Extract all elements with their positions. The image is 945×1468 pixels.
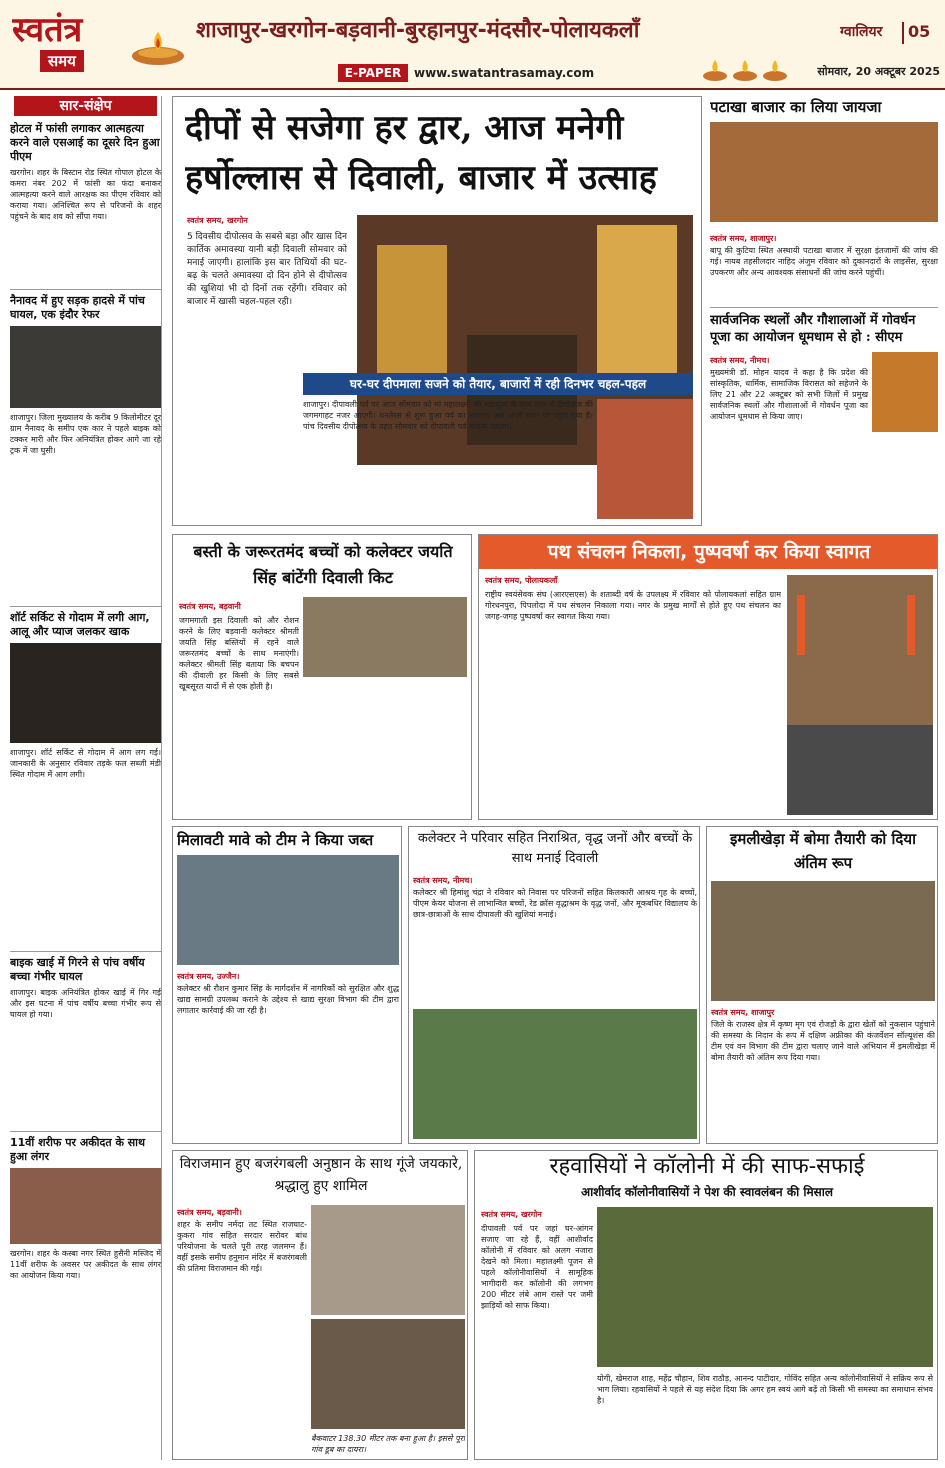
- colony-cleaning-subhead: आशीर्वाद कॉलोनीवासियों ने पेश की स्वावलंबन की मिसाल: [580, 1185, 834, 1199]
- lead-subhead-band: घर-घर दीपमाला सजने को तैयार, बाजारों में रही दिनभर चहल-पहल: [303, 373, 693, 395]
- fire-photo: [10, 643, 161, 743]
- divider: [10, 289, 161, 290]
- lead-byline: स्वतंत्र समय, खरगोन: [187, 216, 248, 225]
- lamps-decoration-icon: [700, 56, 790, 82]
- idol-photo: [311, 1319, 465, 1429]
- lead-headline[interactable]: दीपों से सजेगा हर द्वार, आज मनेगी हर्षोल्लास से दिवाली, बाजार में उत्साह: [185, 108, 657, 198]
- page-number: 05: [902, 22, 934, 44]
- boma-byline: स्वतंत्र समय, शाजापुर: [711, 1008, 775, 1017]
- collector-diwali-photo: [413, 1009, 697, 1139]
- colony-cleaning-text-2: योगी, खेमराज शाह, महेंद्र चौहान, शिव राठौड़, आनन्द पाटीदार, गोविंद सहित अन्य कॉलोनीवासियों ने सक्रिय रूप से भाग लिया। रहवासियों ने पहले से यह संदेश दिया कि अगर हम स्वयं आगे बढ़ें तो किसी भी समस्या का समाधान संभव है।: [597, 1374, 933, 1405]
- govardhan-byline: स्वतंत्र समय, नीमच।: [710, 356, 770, 365]
- colony-cleaning-head[interactable]: रहवासियों ने कॉलोनी में की साफ-सफाई: [549, 1154, 865, 1179]
- collector-diwali-byline: स्वतंत्र समय, नीमच।: [413, 876, 473, 885]
- collector-diwali-head[interactable]: कलेक्टर ने परिवार सहित निराश्रित, वृद्ध जनों और बच्चों के साथ मनाई दिवाली: [417, 831, 693, 866]
- collector-diwali-text: कलेक्टर श्री हिमांशु चंद्रा ने रविवार को निवास पर परिजनों सहित किलकारी आश्रय गृह के बच्चों, पीएम केयर योजना से लाभान्वित बच्चों, रेड क्रॉस वृद्धाश्रम के वृद्ध जनों, और मूकबधिर विद्यालय के छात्र-छात्राओं के साथ दीपावली की खुशियां मनाई।: [413, 888, 697, 919]
- boma-head[interactable]: इमलीखेड़ा में बोमा तैयारी को दिया अंतिम रूप: [730, 830, 916, 872]
- cleaning-photo: [597, 1207, 933, 1367]
- colony-cleaning-byline: स्वतंत्र समय, खरगोन: [481, 1210, 542, 1219]
- govardhan-head[interactable]: सार्वजनिक स्थलों और गौशालाओं में गोवर्धन पूजा का आयोजन धूमधाम से हो : सीएम: [710, 313, 916, 345]
- cracker-market-photo: [710, 122, 938, 222]
- issue-date: सोमवार, 20 अक्टूबर 2025: [817, 65, 940, 78]
- right-top-column: [710, 96, 938, 526]
- sidebar-item-3-head: शॉर्ट सर्किट से गोदाम में लगी आग, आलू और प्याज जलकर खाक: [10, 611, 150, 638]
- collector-kit-text: जगमगाती इस दिवाली को और रोशन करने के लिए बड़वानी कलेक्टर श्रीमती जयति सिंह बस्तियों में रहने वाले जरूरतमंद बच्चों के साथ मनाएंगी। कलेक्टर श्रीमती सिंह बताया कि बचपन की दीवाली हर किसी के लिए सबसे खूबसूरत यादों में से एक होती है।: [179, 616, 299, 691]
- path-sanchalan-story: [478, 534, 938, 820]
- lead-text: 5 दिवसीय दीपोत्सव के सबसे बड़ा और खास दिन कार्तिक अमावस्या यानी बड़ी दिवाली सोमवार को मनाई जाएगी। हालांकि इस बार तिथियों की घट-बढ़ के चलते अमावस्या दो दिन होने से दीपोत्सव की खुशियां भी दो दिनों तक रहेंगी। रविवार को बाजार में खासी चहल-पहल रही।: [187, 232, 347, 307]
- sidebar: [10, 96, 162, 1460]
- rss-march-photo: [787, 575, 933, 815]
- sidebar-item-1-head: होटल में फांसी लगाकर आत्महत्या करने वाले एसआई का दूसरे दिन हुआ पीएम: [10, 122, 160, 163]
- bajrangbali-head[interactable]: विराजमान हुए बजरंगबली अनुष्ठान के साथ गूंजे जयकारे, श्रद्धालु हुए शामिल: [179, 1156, 463, 1194]
- masthead: [0, 0, 945, 90]
- sidebar-item-4-head: बाइक खाई में गिरने से पांच वर्षीय बच्चा गंभीर घायल: [10, 956, 145, 983]
- path-sanchalan-byline: स्वतंत्र समय, पोलायकलाँ: [485, 576, 558, 585]
- boma-photo: [711, 881, 935, 1001]
- govardhan-text: मुख्यमंत्री डॉ. मोहन यादव ने कहा है कि प्रदेश की सांस्कृतिक, धार्मिक, सामाजिक विरासत को सहेजने के लिए 21 और 22 अक्टूबर को सभी जिलों में प्रमुख सार्वजनिक स्थलों और गौशालाओं में गोवर्धन पूजा का आयोजन धूमधाम से किया जाए।: [710, 368, 868, 421]
- collector-kit-head[interactable]: बस्ती के जरूरतमंद बच्चों को कलेक्टर जयति सिंह बांटेंगी दिवाली किट: [193, 542, 453, 587]
- bajrangbali-story: [172, 1150, 468, 1460]
- sidebar-item-4-text: शाजापुर। बाइक अनियंत्रित होकर खाई में गिर गई और इस घटना में पांच वर्षीय बच्चा गंभीर रूप से घायल हो गया।: [10, 988, 161, 1019]
- sidebar-title: सार-संक्षेप: [14, 96, 157, 116]
- colony-cleaning-text: दीपावली पर्व पर जहां घर-आंगन सजाए जा रहे हैं, वहीं आशीर्वाद कॉलोनी में रविवार को अलग नजारा देखने को मिला। महालक्ष्मी पूजन से पहले कॉलोनीवासियों ने सामूहिक भागीदारी कर कॉलोनी की लगभग 200 मीटर लंबे आम रास्ते पर जमी झाड़ियों को साफ किया।: [481, 1224, 593, 1310]
- boma-text: जिले के राजस्व क्षेत्र में कृष्ण मृग एवं रोजड़ों के द्वारा खेतों को नुकसान पहुंचाने की समस्या के निदान के रूप में दक्षिण अफ्रीका की कंजर्वेशन सॉल्यूशंस की टीम एवं वन विभाग की टीम द्वारा चलाए जाने वाले अभियान में इमलीखेड़ा में बोमा तैयारी को अंतिम रूप दिया गया।: [711, 1020, 935, 1062]
- sidebar-item-5-text: खरगोन। शहर के कस्बा नगर स्थित हुसैनी मस्जिद में 11वीं शरीफ के अवसर पर अकीदत के साथ लंगर का आयोजन किया गया।: [10, 1249, 161, 1280]
- divider: [10, 1131, 161, 1132]
- divider: [710, 307, 938, 308]
- temple-photo: [311, 1205, 465, 1315]
- adulterated-mawa-story: [172, 826, 402, 1144]
- newspaper-logo[interactable]: [12, 10, 122, 80]
- lead-story: [172, 96, 702, 526]
- collector-kit-story: [172, 534, 472, 820]
- logo-top-text: स्वतंत्र: [12, 10, 83, 50]
- divider: [10, 951, 161, 952]
- bajrangbali-text: शहर के समीप नर्मदा तट स्थित राजघाट-कुकरा गांव सहित सरदार सरोवर बांध परियोजना के चलते पूरी तरह जलमग्न हैं। वहीं इसके समीप हनुमान मंदिर में बजरंगबली की प्रतिमा विराजमान की गई।: [177, 1220, 307, 1273]
- epaper-badge[interactable]: E-PAPER: [338, 64, 408, 82]
- edition-places: शाजापुर-खरगोन-बड़वानी-बुरहानपुर-मंदसौर-पोलायकलाँ: [196, 18, 640, 43]
- goddess-photo: [597, 399, 693, 519]
- sidebar-item-5-head: 11वीं शरीफ पर अकीदत के साथ हुआ लंगर: [10, 1136, 146, 1163]
- adulterated-mawa-head[interactable]: मिलावटी मावे को टीम ने किया जब्त: [177, 831, 374, 849]
- sidebar-item-2-head: नैनावद में हुए सड़क हादसे में पांच घायल, एक इंदौर रेफर: [10, 294, 145, 321]
- sidebar-item-2-text: शाजापुर। जिला मुख्यालय के करीब 9 किलोमीटर दूर ग्राम नैनावद के समीप एक कार ने पहले बाइक को टक्कर मारी और फिर अनियंत्रित होकर आगे जा रहे ट्रक में जा घुसी।: [10, 413, 161, 455]
- mawa-photo: [177, 855, 399, 965]
- cracker-market-byline: स्वतंत्र समय, शाजापुर।: [710, 234, 777, 243]
- diya-icon: [128, 28, 188, 68]
- boma-story: [706, 826, 938, 1144]
- edition-city: ग्वालियर: [840, 24, 883, 40]
- website-link[interactable]: www.swatantrasamay.com: [414, 66, 595, 80]
- lead-text-2: शाजापुर। दीपावली पर्व पर आज सोमवार को मां महालक्ष्मी की महापूजा के साथ नगर में दीपोत्सव की जगमगाहट नजर आएगी। धनतेरस से शुरू हुआ पर्व का उल्लास अब अपने चरम पर पहुंच गया है। पांच दिवसीय दीपोत्सव के तहत सोमवार को दीपावली पर्व मनाया जाएगा।: [303, 400, 593, 431]
- cracker-market-head[interactable]: पटाखा बाजार का लिया जायजा: [710, 98, 882, 116]
- kit-photo: [303, 597, 467, 677]
- sidebar-item-1-text: खरगोन। शहर के बिस्टान रोड स्थित गोपाल होटल के कमरा नंबर 202 में फांसी का फंदा बनाकर आत्महत्या करने वाले आरक्षक का पीएम रविवार को कराया गया। अनिश्चित रूप से परिजनों के शहर पहुंचने के बाद शव को सौंपा गया।: [10, 168, 161, 221]
- path-sanchalan-head[interactable]: पथ संचलन निकला, पुष्पवर्षा कर किया स्वागत: [479, 535, 938, 569]
- adulterated-mawa-byline: स्वतंत्र समय, उज्जैन।: [177, 972, 240, 981]
- divider: [10, 606, 161, 607]
- colony-cleaning-story: [474, 1150, 938, 1460]
- cm-photo: [872, 352, 938, 432]
- path-sanchalan-text: राष्ट्रीय स्वयंसेवक संघ (आरएसएस) के शताब्दी वर्ष के उपलक्ष्य में रविवार को पोलायकलां सहित ग्राम गोरधनपुरा, पिपलोदा में पथ संचलन निकाला गया। नगर के प्रमुख मार्गों से होते हुए पथ संचलन का जगह-जगह पुष्पवर्षा कर स्वागत किया गया।: [485, 590, 781, 621]
- collector-diwali-story: [408, 826, 700, 1144]
- collector-kit-byline: स्वतंत्र समय, बड़वानी: [179, 602, 241, 611]
- cracker-market-text: बापू की कुटिया स्थित अस्थायी पटाखा बाजार में सुरक्षा इंतजामों की जांच की गई। नायब तहसीलदार नाहिद अंजुम रविवार को दुकानदारों के लाइसेंस, सुरक्षा उपकरण और अन्य आवश्यक संसाधनों की जांच करने पहुंचीं।: [710, 246, 938, 277]
- langar-photo: [10, 1168, 161, 1244]
- bajrangbali-byline: स्वतंत्र समय, बड़वानी।: [177, 1208, 242, 1217]
- sidebar-item-3-text: शाजापुर। शॉर्ट सर्किट से गोदाम में आग लग गई। जानकारी के अनुसार रविवार तड़के फल सब्जी मंडी स्थित गोदाम में आग लगी।: [10, 748, 161, 779]
- bajrangbali-caption: बैकवाटर 138.30 मीटर तक बना हुआ है। इससे पूरा गांव डूब का दायरा।: [311, 1434, 465, 1454]
- logo-bottom-text: समय: [40, 50, 84, 72]
- adulterated-mawa-text: कलेक्टर श्री रौशन कुमार सिंह के मार्गदर्शन में नागरिकों को सुरक्षित और शुद्ध खाद्य सामग्री उपलब्ध कराने के उद्देश्य से खाद्य सुरक्षा विभाग की टीम द्वारा लगातार कार्रवाई की जा रही है।: [177, 984, 399, 1015]
- accident-photo: [10, 326, 161, 408]
